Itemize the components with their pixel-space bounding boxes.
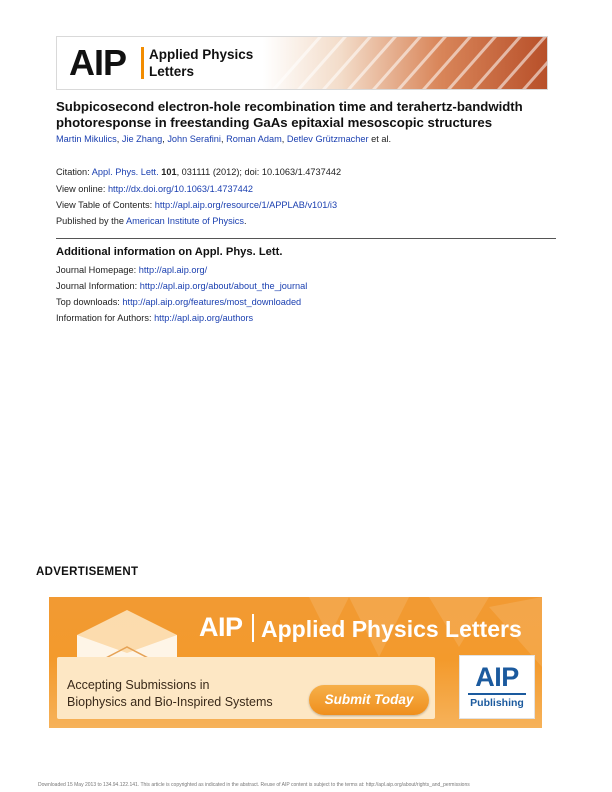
journal-name: Applied Physics Letters <box>149 47 254 79</box>
logo-divider <box>141 47 144 79</box>
citation-journal-link[interactable]: Appl. Phys. Lett. <box>91 167 159 177</box>
author-link[interactable]: Martin Mikulics <box>56 134 117 144</box>
article-title: Subpicosecond electron-hole recombination time and terahertz-bandwidth photoresponse in freestanding GaAs epitaxial mesoscopic structures <box>56 99 523 130</box>
citation-volume: 101 <box>161 167 177 177</box>
section-divider <box>56 238 556 239</box>
journal-information-link[interactable]: http://apl.aip.org/about/about_the_journal <box>139 281 308 291</box>
publisher-logo-bar <box>468 693 526 695</box>
item-label: Information for Authors: <box>56 313 155 323</box>
information-for-authors-link[interactable]: http://apl.aip.org/authors <box>154 313 254 323</box>
publisher-name: Publishing <box>470 697 524 709</box>
ad-aip-logo: AIP <box>199 612 243 642</box>
citation-line <box>56 167 341 177</box>
doi-link[interactable]: http://dx.doi.org/10.1063/1.4737442 <box>107 184 254 194</box>
view-online-label: View online: <box>56 184 108 194</box>
publisher-logo-text: AIP <box>475 662 519 692</box>
additional-info-item <box>56 265 207 275</box>
aip-publishing-logo[interactable] <box>459 655 535 719</box>
citation-label: Citation: <box>56 167 92 177</box>
ad-message <box>67 677 273 710</box>
ad-journal-name: Applied Physics Letters <box>261 616 522 642</box>
additional-info-item <box>56 297 301 307</box>
author-link[interactable]: Detlev Grützmacher <box>286 134 369 144</box>
ad-message-panel <box>57 657 435 719</box>
view-toc-line <box>56 200 337 210</box>
download-footer: Downloaded 15 May 2013 to 134.94.122.141. This article is copyrighted as indicated in the abstract. Reuse of AIP content is subject to the terms at: http://apl.aip.org/about/rights_and_permissions <box>38 782 470 788</box>
advertisement-label: ADVERTISEMENT <box>36 566 139 578</box>
additional-info-heading: Additional information on Appl. Phys. Lett. <box>56 246 283 258</box>
author-link[interactable]: Jie Zhang <box>121 134 163 144</box>
author-link[interactable]: Roman Adam <box>226 134 282 144</box>
ad-logo-divider <box>252 614 254 642</box>
author-list: Martin Mikulics, Jie Zhang, John Serafini, Roman Adam, Detlev Grützmacher et al. <box>56 134 392 144</box>
published-by-label: Published by the <box>56 216 126 226</box>
item-label: Journal Information: <box>56 281 140 291</box>
item-label: Journal Homepage: <box>56 265 139 275</box>
submit-today-button[interactable]: Submit Today <box>309 685 429 715</box>
published-by-line <box>56 216 247 226</box>
authors-suffix: et al. <box>371 134 392 144</box>
citation-details: , 031111 (2012); doi: 10.1063/1.4737442 <box>176 167 342 177</box>
ad-message-line: Accepting Submissions in <box>67 678 210 692</box>
additional-info-item <box>56 313 253 323</box>
advertisement-banner[interactable] <box>49 597 542 728</box>
banner-streaks-decoration <box>247 37 547 89</box>
aip-logo: AIP <box>69 42 127 83</box>
journal-homepage-link[interactable]: http://apl.aip.org/ <box>138 265 208 275</box>
view-toc-label: View Table of Contents: <box>56 200 155 210</box>
additional-info-item <box>56 281 307 291</box>
view-online-line <box>56 184 253 194</box>
item-label: Top downloads: <box>56 297 123 307</box>
author-link[interactable]: John Serafini <box>167 134 221 144</box>
top-downloads-link[interactable]: http://apl.aip.org/features/most_downloaded <box>122 297 302 307</box>
ad-message-line: Biophysics and Bio-Inspired Systems <box>67 694 273 709</box>
published-by-suffix: . <box>243 216 247 226</box>
journal-banner <box>56 36 548 90</box>
aip-link[interactable]: American Institute of Physics <box>125 216 244 226</box>
toc-link[interactable]: http://apl.aip.org/resource/1/APPLAB/v101/i3 <box>154 200 338 210</box>
